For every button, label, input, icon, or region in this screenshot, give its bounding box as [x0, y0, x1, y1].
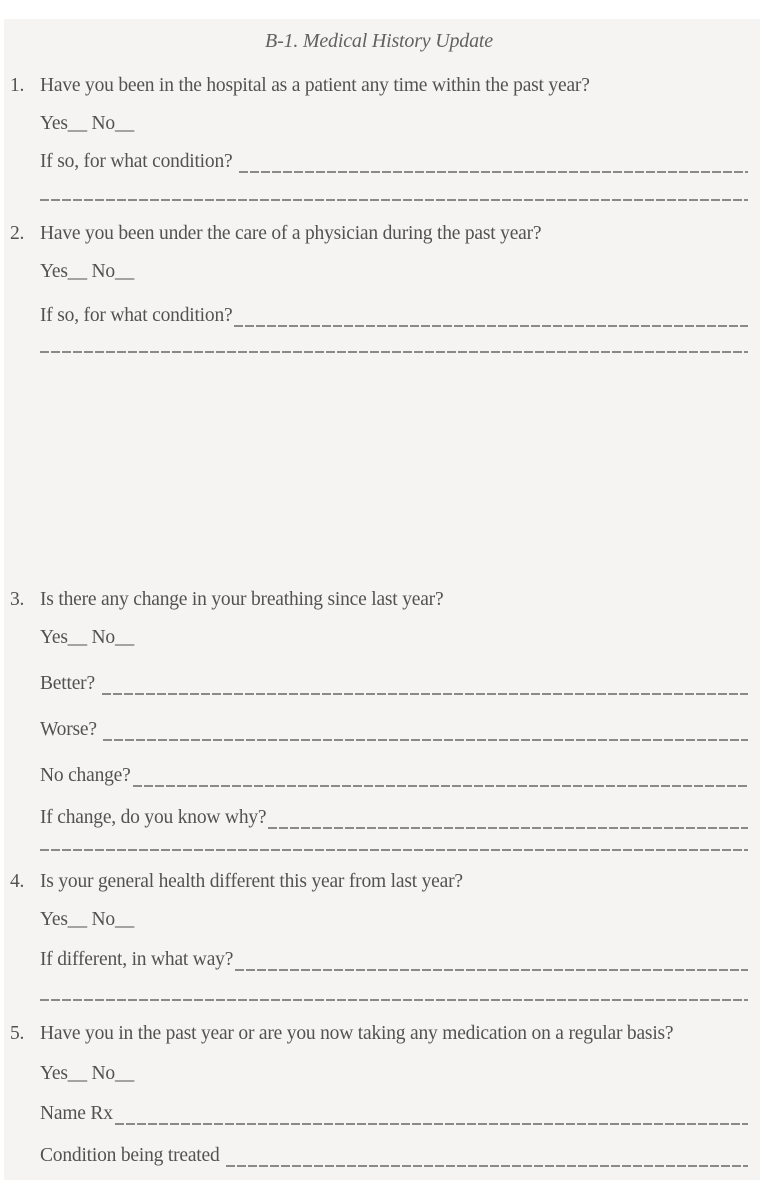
- answer-line[interactable]: [101, 717, 748, 743]
- question-block-1: [10, 73, 748, 201]
- document-page: [4, 19, 760, 1180]
- question-number: 3.: [10, 589, 25, 610]
- answer-line[interactable]: [237, 149, 748, 175]
- answer-line-continuation[interactable]: [40, 849, 748, 851]
- field-label: Better?: [40, 673, 100, 694]
- field-label: Name Rx: [40, 1103, 113, 1124]
- question-number: 2.: [10, 223, 25, 244]
- form-field-row: [40, 717, 748, 743]
- answer-line-continuation[interactable]: [40, 199, 748, 201]
- form-field-row: [40, 947, 748, 973]
- question-block-3: [10, 587, 748, 851]
- question-number: 1.: [10, 75, 25, 96]
- question-text: Have you been in the hospital as a patient any time within the past year?: [40, 75, 590, 96]
- page-title: B-1. Medical History Update: [265, 30, 493, 52]
- yes-no-blanks[interactable]: Yes__ No__: [40, 909, 135, 930]
- answer-line[interactable]: [233, 947, 748, 973]
- field-label: If different, in what way?: [40, 949, 234, 970]
- question-block-4: [10, 869, 748, 1001]
- question-row: [10, 869, 748, 895]
- question-text: Is there any change in your breathing since last year?: [40, 589, 444, 610]
- field-label: Worse?: [40, 719, 102, 740]
- answer-line[interactable]: [100, 671, 748, 697]
- answer-line-continuation[interactable]: [40, 999, 748, 1001]
- question-number: 4.: [10, 871, 25, 892]
- yes-no-blanks[interactable]: Yes__ No__: [40, 261, 135, 282]
- form-field-row: [40, 1143, 748, 1169]
- field-label: No change?: [40, 765, 131, 786]
- question-block-5: [10, 1021, 748, 1169]
- question-text: Have you in the past year or are you now taking any medication on a regular basis?: [40, 1023, 674, 1044]
- question-row: [10, 587, 748, 613]
- question-row: [10, 221, 748, 247]
- field-label: If so, for what condition?: [40, 151, 238, 172]
- field-label: Condition being treated: [40, 1145, 225, 1166]
- form-field-row: [40, 1101, 748, 1127]
- answer-line[interactable]: [113, 1101, 748, 1127]
- answer-line[interactable]: [131, 763, 748, 789]
- yes-no-blanks[interactable]: Yes__ No__: [40, 1063, 135, 1084]
- form-field-row: [40, 303, 748, 329]
- question-number: 5.: [10, 1023, 25, 1044]
- form-field-row: [40, 671, 748, 697]
- yes-no-blanks[interactable]: Yes__ No__: [40, 113, 135, 134]
- field-label: If change, do you know why?: [40, 807, 267, 828]
- answer-line[interactable]: [232, 303, 748, 329]
- yes-no-blanks[interactable]: Yes__ No__: [40, 627, 135, 648]
- question-block-2: [10, 221, 748, 353]
- form-field-row: [40, 805, 748, 831]
- field-label: If so, for what condition?: [40, 305, 233, 326]
- question-row: [10, 1021, 748, 1047]
- answer-line-continuation[interactable]: [40, 351, 748, 353]
- form-field-row: [40, 763, 748, 789]
- answer-line[interactable]: [224, 1143, 748, 1169]
- question-row: [10, 73, 748, 99]
- question-text: Have you been under the care of a physician during the past year?: [40, 223, 542, 244]
- form-field-row: [40, 149, 748, 175]
- question-text: Is your general health different this year from last year?: [40, 871, 463, 892]
- answer-line[interactable]: [266, 805, 748, 831]
